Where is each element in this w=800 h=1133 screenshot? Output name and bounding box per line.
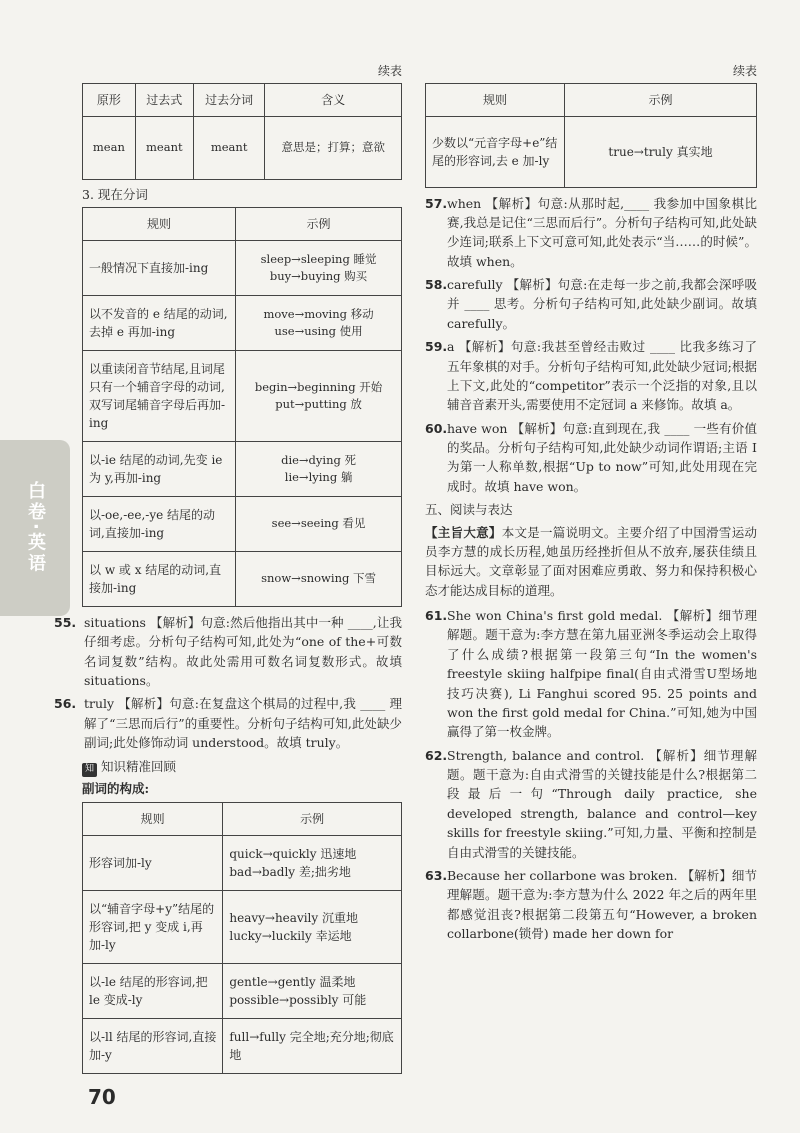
answer-item bbox=[425, 746, 757, 862]
answer-number: 58. bbox=[425, 277, 448, 293]
table-row bbox=[83, 441, 402, 496]
example-line: begin→beginning 开始 bbox=[254, 379, 383, 394]
rule-cell: 以重读闭音节结尾,且词尾只有一个辅音字母的动词,双写词尾辅音字母后再加-ing bbox=[83, 350, 236, 441]
answer-number: 56. bbox=[54, 696, 77, 712]
answer-item bbox=[425, 275, 757, 333]
table-row bbox=[83, 1018, 402, 1073]
subject-side-tab bbox=[0, 440, 70, 616]
example-cell bbox=[223, 963, 402, 1018]
adverb-formation-title: 副词的构成: bbox=[82, 780, 150, 796]
answer-item bbox=[425, 606, 757, 742]
rule-cell: 以“辅音字母+y”结尾的形容词,把 y 变成 i,再加-ly bbox=[83, 890, 223, 963]
verb-forms-table bbox=[82, 83, 402, 180]
table-row bbox=[83, 240, 402, 295]
example-line: put→putting 放 bbox=[275, 396, 362, 411]
table-row bbox=[83, 551, 402, 606]
answer-item bbox=[425, 419, 757, 497]
table-header: 规则 bbox=[83, 802, 223, 835]
example-line: snow→snowing 下雪 bbox=[261, 571, 376, 586]
answer-text: She won China's first gold medal. 【解析】细节理解题。题干意为:李方慧在第九届亚洲冬季运动会上取得了什么成绩?根据第一段第三句“In the women's freestyle skiing halfpipe final(自由式滑雪U型场地技巧决赛), Li Fanghui scored 95. 25 points and won the first gold medal for China.”可知,她为中国赢得了第一枚金牌。 bbox=[447, 608, 757, 740]
example-cell bbox=[223, 1018, 402, 1073]
table-row bbox=[83, 890, 402, 963]
table-header: 示例 bbox=[236, 207, 402, 240]
example-cell bbox=[236, 551, 402, 606]
section-heading: 五、阅读与表达 bbox=[425, 502, 513, 518]
rule-cell: 以不发音的 e 结尾的动词,去掉 e 再加-ing bbox=[83, 295, 236, 350]
example-line: lie→lying 躺 bbox=[284, 469, 353, 484]
table-row bbox=[83, 295, 402, 350]
table-header: 示例 bbox=[223, 802, 402, 835]
knowledge-review-title: 知识精准回顾 bbox=[101, 758, 177, 774]
example-line: lucky→luckily 幸运地 bbox=[229, 928, 352, 943]
rule-cell: 以-le 结尾的形容词,把 le 变成-ly bbox=[83, 963, 223, 1018]
answer-text: Strength, balance and control. 【解析】细节理解题。题干意为:自由式滑雪的关键技能是什么?根据第二段最后一句“Through daily practice, she developed strength, balance and control—key skills for freestyle skiing.”可知,力量、平衡和控制是自由式滑雪的关键技能。 bbox=[447, 747, 757, 860]
table-cell: mean bbox=[83, 116, 136, 179]
present-participle-table bbox=[82, 207, 402, 607]
example-line: move→moving 移动 bbox=[263, 306, 374, 321]
table-row bbox=[83, 963, 402, 1018]
table-header: 过去式 bbox=[135, 83, 193, 116]
answer-item bbox=[425, 337, 757, 415]
answer-item bbox=[54, 694, 402, 752]
table-cell: meant bbox=[193, 116, 265, 179]
rule-cell: 形容词加-ly bbox=[83, 835, 223, 890]
example-cell: true→truly 真实地 bbox=[565, 116, 757, 187]
side-tab-label: 白卷·英语 bbox=[24, 481, 46, 575]
rule-cell: 以-ll 结尾的形容词,直接加-y bbox=[83, 1018, 223, 1073]
table-cell: 意思是；打算；意欲 bbox=[265, 116, 402, 179]
rule-cell: 少数以“元音字母+e”结尾的形容词,去 e 加-ly bbox=[426, 116, 565, 187]
adverb-formation-table bbox=[82, 802, 402, 1074]
table-header-row bbox=[83, 207, 402, 240]
table-row bbox=[426, 116, 757, 187]
answer-number: 57. bbox=[425, 195, 448, 211]
table-row bbox=[83, 496, 402, 551]
example-line: bad→badly 差;拙劣地 bbox=[229, 864, 351, 879]
left-column bbox=[54, 62, 402, 1074]
answer-text: have won 【解析】句意:直到现在,我 ____ 一些有价值的奖品。分析句子结构可知,此处缺少动词作谓语;主语 I 为第一人称单数,根据“Up to now”可知,此处用现在完成时。故填 have won。 bbox=[447, 420, 757, 494]
knowledge-badge-icon: 知 bbox=[82, 763, 97, 777]
answer-number: 60. bbox=[425, 420, 448, 436]
answer-item bbox=[425, 866, 757, 944]
answer-text: carefully 【解析】句意:在走每一步之前,我都会深呼吸并 ____ 思考。分析句子结构可知,此处缺少副词。故填 carefully。 bbox=[447, 277, 757, 331]
table-header: 原形 bbox=[83, 83, 136, 116]
summary-label: 【主旨大意】 bbox=[425, 524, 502, 540]
continued-label: 续表 bbox=[377, 64, 402, 78]
table-row bbox=[83, 835, 402, 890]
answer-text: situations 【解析】句意:然后他指出其中一种 ____,让我仔细考虑。分析句子结构可知,此处为“one of the+可数名词复数”结构。故此处需用可数名词复数形式。故填 situations。 bbox=[84, 614, 402, 689]
answer-number: 63. bbox=[425, 867, 448, 883]
table-cell: meant bbox=[135, 116, 193, 179]
example-line: heavy→heavily 沉重地 bbox=[229, 910, 358, 925]
answer-item bbox=[54, 613, 402, 691]
example-line: sleep→sleeping 睡觉 bbox=[260, 251, 377, 266]
example-cell bbox=[236, 240, 402, 295]
example-line: buy→buying 购买 bbox=[269, 268, 368, 283]
example-cell bbox=[223, 890, 402, 963]
example-line: use→using 使用 bbox=[274, 323, 363, 338]
example-cell bbox=[223, 835, 402, 890]
rule-cell: 一般情况下直接加-ing bbox=[83, 240, 236, 295]
example-line: gentle→gently 温柔地 bbox=[229, 974, 356, 989]
right-column bbox=[425, 62, 757, 947]
page-number: 70 bbox=[88, 1085, 116, 1109]
example-line: die→dying 死 bbox=[281, 452, 357, 467]
present-participle-heading: 3. 现在分词 bbox=[82, 186, 148, 202]
rule-cell: 以-oe,-ee,-ye 结尾的动词,直接加-ing bbox=[83, 496, 236, 551]
example-line: see→seeing 看见 bbox=[271, 516, 366, 531]
continued-label: 续表 bbox=[732, 64, 757, 78]
rule-cell: 以 w 或 x 结尾的动词,直接加-ing bbox=[83, 551, 236, 606]
example-cell bbox=[236, 496, 402, 551]
table-header-row bbox=[426, 83, 757, 116]
table-header-row bbox=[83, 83, 402, 116]
answer-text: a 【解析】句意:我甚至曾经击败过 ____ 比我多练习了五年象棋的对手。分析句子结构可知,此处缺少冠词;根据上下文,此处的“competitor”表示一个泛指的对象,且以辅音音素开头,需要使用不定冠词 a 来修饰。故填 a。 bbox=[447, 339, 757, 413]
example-line: quick→quickly 迅速地 bbox=[229, 846, 357, 861]
table-header: 过去分词 bbox=[193, 83, 265, 116]
answer-number: 55. bbox=[54, 614, 77, 630]
answer-number: 59. bbox=[425, 339, 448, 355]
summary-text: 本文是一篇说明文。主要介绍了中国滑雪运动员李方慧的成长历程,她虽历经挫折但从不放弃,屡获佳绩且目标远大。文章彰显了面对困难应勇敢、努力和保持积极心态才能达成目标的道理。 bbox=[425, 524, 757, 598]
knowledge-review-heading bbox=[82, 757, 402, 777]
table-row bbox=[83, 350, 402, 441]
answer-number: 62. bbox=[425, 747, 448, 763]
answer-text: Because her collarbone was broken. 【解析】细节理解题。题干意为:李方慧为什么 2022 年之后的两年里都感觉沮丧?根据第二段第五句“However, a broken collarbone(锁骨) made her down for bbox=[447, 867, 757, 942]
table-header: 规则 bbox=[83, 207, 236, 240]
table-header: 含义 bbox=[265, 83, 402, 116]
table-row bbox=[83, 116, 402, 179]
answer-text: truly 【解析】句意:在复盘这个棋局的过程中,我 ____ 理解了“三思而后行”的重要性。分析句子结构可知,此处缺少副词;此处修饰动词 understood。故填 truly。 bbox=[84, 696, 402, 751]
rule-cell: 以-ie 结尾的动词,先变 ie 为 y,再加-ing bbox=[83, 441, 236, 496]
example-cell bbox=[236, 350, 402, 441]
answer-text: when 【解析】句意:从那时起,____ 我参加中国象棋比赛,我总是记住“三思而后行”。分析句子结构可知,此处缺少连词;联系上下文可意可知,此处表示“当……的时候”。故填 when。 bbox=[447, 195, 757, 269]
adverb-formation-table-continued bbox=[425, 83, 757, 188]
example-cell bbox=[236, 295, 402, 350]
example-line: possible→possibly 可能 bbox=[229, 992, 367, 1007]
answer-item bbox=[425, 194, 757, 272]
table-header: 规则 bbox=[426, 83, 565, 116]
example-cell bbox=[236, 441, 402, 496]
table-header-row bbox=[83, 802, 402, 835]
example-line: full→fully 完全地;充分地;彻底地 bbox=[229, 1029, 394, 1062]
main-idea-summary bbox=[425, 523, 757, 601]
table-header: 示例 bbox=[565, 83, 757, 116]
answer-number: 61. bbox=[425, 608, 448, 624]
